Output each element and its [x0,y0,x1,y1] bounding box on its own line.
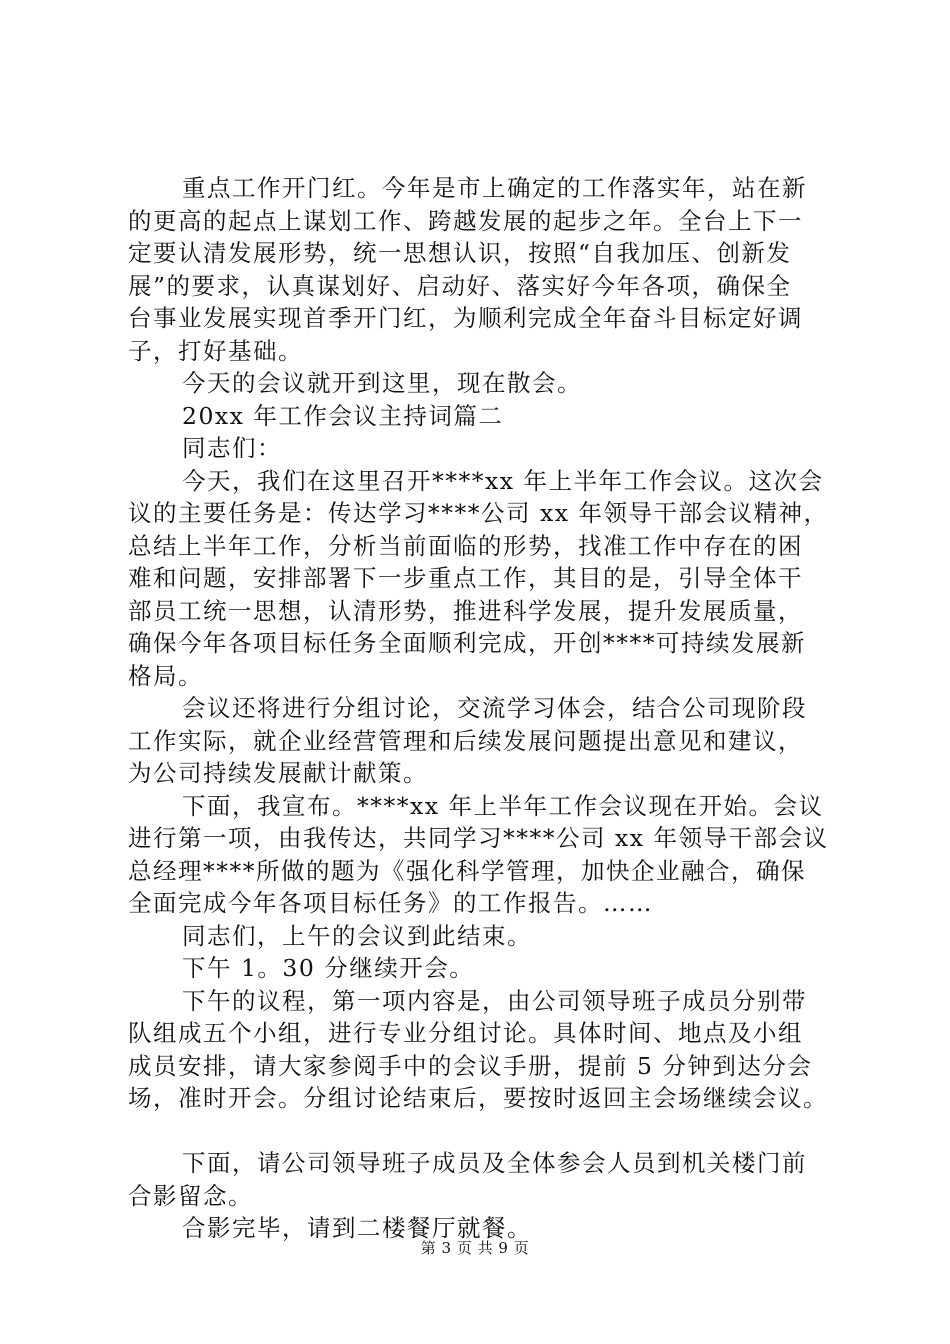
paragraph-line: 场，准时开会。分组讨论结束后，要按时返回主会场继续会议。 [128,1084,828,1112]
paragraph-line: 进行第一项，由我传达，共同学习****公司 xx 年领导干部会议 [128,824,829,852]
paragraph-line: 合影完毕，请到二楼餐厅就餐。 [182,1214,532,1242]
paragraph-line: 定要认清发展形势，统一思想认识，按照“自我加压、创新发 [128,239,792,267]
section-heading: 20xx 年工作会议主持词篇二 [182,401,504,430]
paragraph-line: 工作实际，就企业经营管理和后续发展问题提出意见和建议， [128,726,803,755]
paragraph-line: 合影留念。 [128,1181,253,1210]
paragraph-line: 今天的会议就开到这里，现在散会。 [182,369,582,397]
paragraph-line: 为公司持续发展献计献策。 [128,759,428,787]
paragraph-line: 下午 1。30 分继续开会。 [182,954,475,982]
paragraph-line: 确保今年各项目标任务全面顺利完成，开创****可持续发展新 [128,629,806,657]
paragraph-line: 下面，我宣布。****xx 年上半年工作会议现在开始。会议 [182,791,824,820]
salutation: 同志们： [182,434,282,462]
paragraph-line: 重点工作开门红。今年是市上确定的工作落实年，站在新 [182,174,807,202]
paragraph-line: 展”的要求，认真谋划好、启动好、落实好今年各项，确保全 [128,271,792,300]
paragraph-line: 下面，请公司领导班子成员及全体参会人员到机关楼门前 [182,1149,807,1177]
paragraph-line: 台事业发展实现首季开门红，为顺利完成全年奋斗目标定好调 [128,304,803,332]
paragraph-line: 部员工统一思想，认清形势，推进科学发展，提升发展质量， [128,596,803,625]
paragraph-line: 会议还将进行分组讨论，交流学习体会，结合公司现阶段 [182,694,807,722]
paragraph-line: 下午的议程，第一项内容是，由公司领导班子成员分别带 [182,986,807,1015]
paragraph-line: 同志们，上午的会议到此结束。 [182,921,532,950]
paragraph-line: 难和问题，安排部署下一步重点工作，其目的是，引导全体干 [128,564,803,592]
page-number-footer: 第 3 页 共 9 页 [420,1239,530,1257]
paragraph-line: 总结上半年工作，分析当前面临的形势，找准工作中存在的困 [128,531,803,560]
document-body [128,172,848,1245]
paragraph-line: 议的主要任务是：传达学习****公司 xx 年领导干部会议精神， [128,499,829,527]
blank-line [128,1115,848,1148]
paragraph-line: 格局。 [128,661,203,690]
paragraph-line: 总经理****所做的题为《强化科学管理，加快企业融合，确保 [128,856,806,885]
paragraph-line: 今天，我们在这里召开****xx 年上半年工作会议。这次会 [182,466,824,495]
paragraph-line: 子，打好基础。 [128,336,303,365]
paragraph-line: 的更高的起点上谋划工作、跨越发展的起步之年。全台上下一 [128,206,803,235]
paragraph-line: 全面完成今年各项目标任务》的工作报告。…… [128,889,653,917]
paragraph-line: 队组成五个小组，进行专业分组讨论。具体时间、地点及小组 [128,1019,803,1047]
paragraph-line: 成员安排，请大家参阅手中的会议手册，提前 5 分钟到达分会 [128,1051,813,1080]
